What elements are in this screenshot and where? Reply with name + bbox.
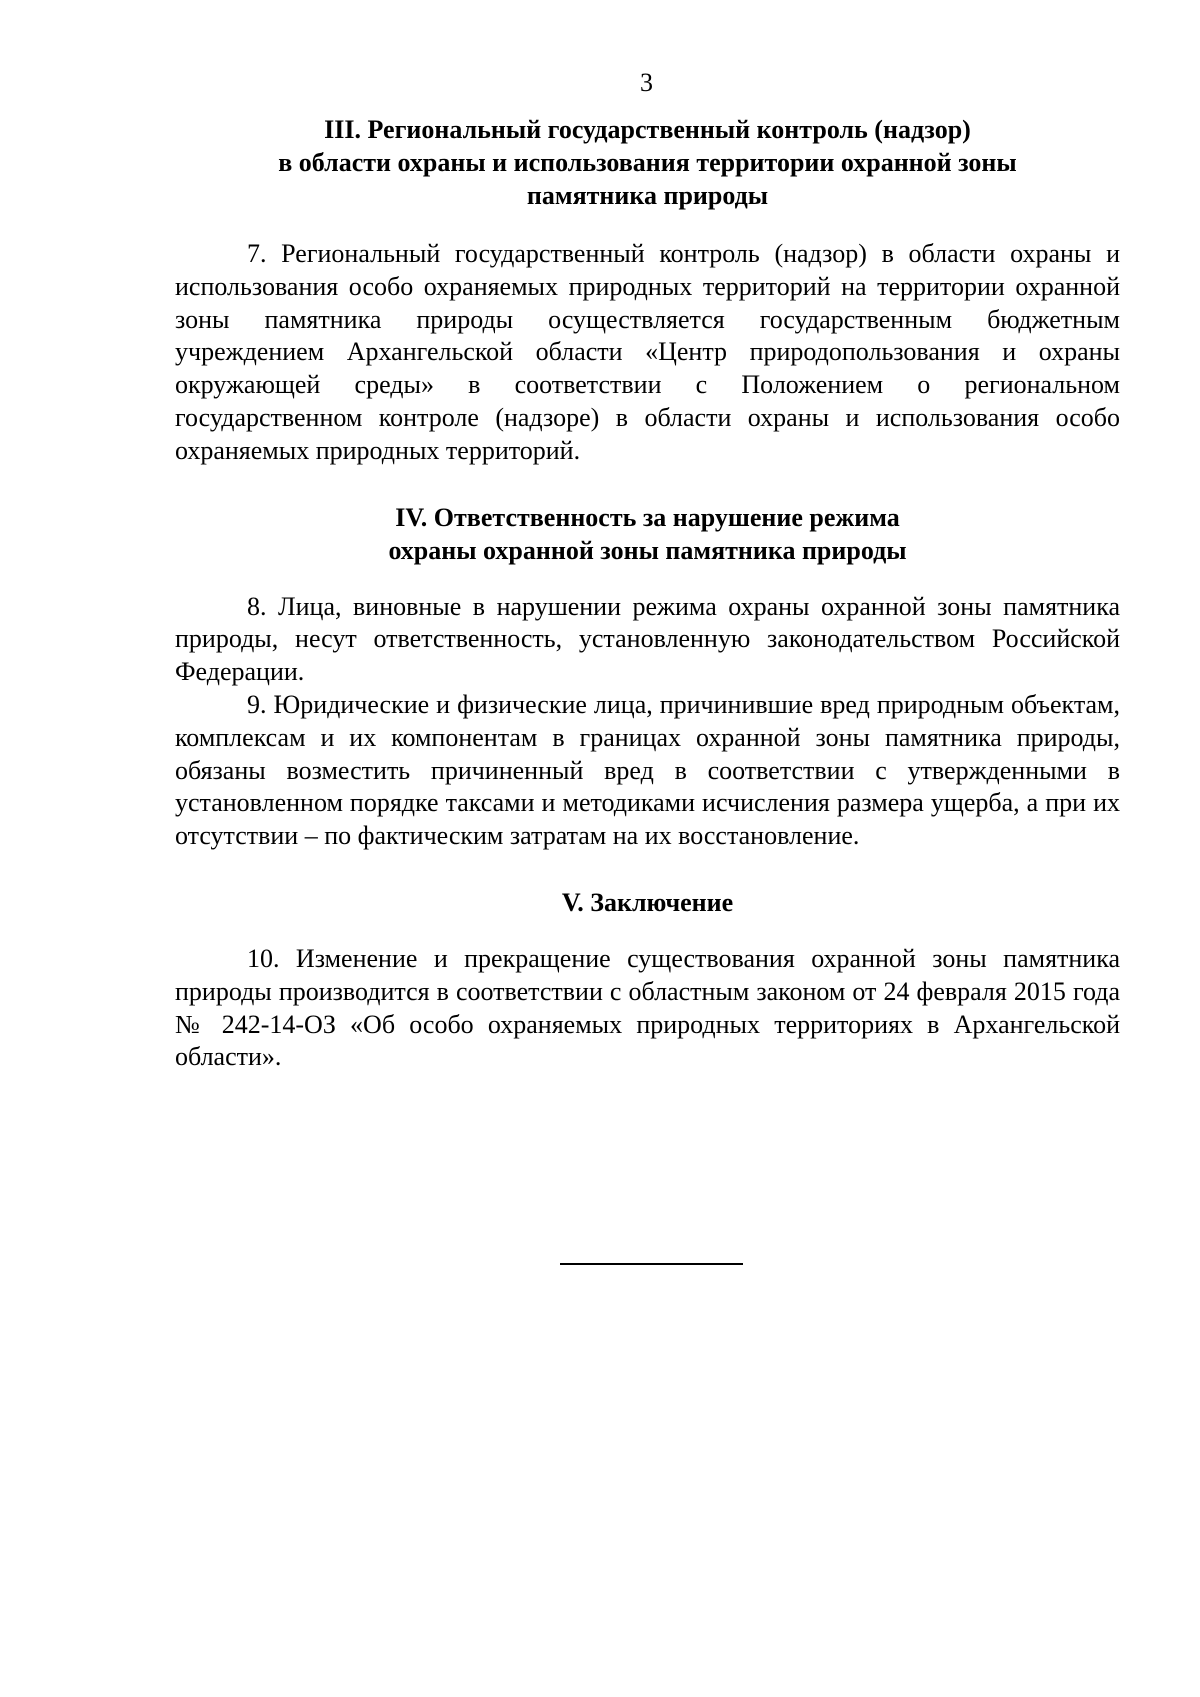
paragraph-7: 7. Региональный государственный контроль (надзор) в области охраны и использования особо охраняемых природных территорий на территории охранной зоны памятника природы осуществляется государственным бюджетным учреждением Архангельской области «Центр природопользования и охраны окружающей среды» в соответствии с Положением о региональном государственном контроле (надзоре) в области охраны и использования особо охраняемых природных территорий. [175,239,1120,465]
section-heading-line: в области охраны и использования территории охранной зоны [278,148,1017,177]
section-body-4 [175,591,1120,853]
section-heading-4 [175,501,1120,567]
paragraph-10: 10. Изменение и прекращение существования охранной зоны памятника природы производится в соответствии с областным законом от 24 февраля 2015 года № 242-14-ОЗ «Об особо охраняемых природных территориях в Архангельской области». [175,943,1120,1072]
section-heading-line: памятника природы [526,181,769,210]
end-of-document-divider [560,1263,743,1265]
section-body-3 [175,238,1120,468]
section-heading-3 [175,113,1120,212]
section-heading-line: V. Заключение [561,887,734,917]
document-body [175,113,1120,1074]
section-heading-line: III. Региональный государственный контроль (надзор) [324,115,971,144]
paragraph-9: 9. Юридические и физические лица, причинившие вред природным объектам, комплексам и их компонентам в границах охранной зоны памятника природы, обязаны возместить причиненный вред в соответствии с утвержденными в установленном порядке таксами и методиками исчисления размера ущерба, а при их отсутствии – по фактическим затратам на их восстановление. [175,689,1120,851]
section-heading-5 [175,886,1120,919]
section-heading-line: IV. Ответственность за нарушение режима [395,502,900,532]
page-number: 3 [640,68,653,97]
section-body-5 [175,943,1120,1074]
section-heading-line: охраны охранной зоны памятника природы [388,535,907,565]
paragraph-8: 8. Лица, виновные в нарушении режима охраны охранной зоны памятника природы, несут ответственность, установленную законодательством Российской Федерации. [175,591,1120,687]
